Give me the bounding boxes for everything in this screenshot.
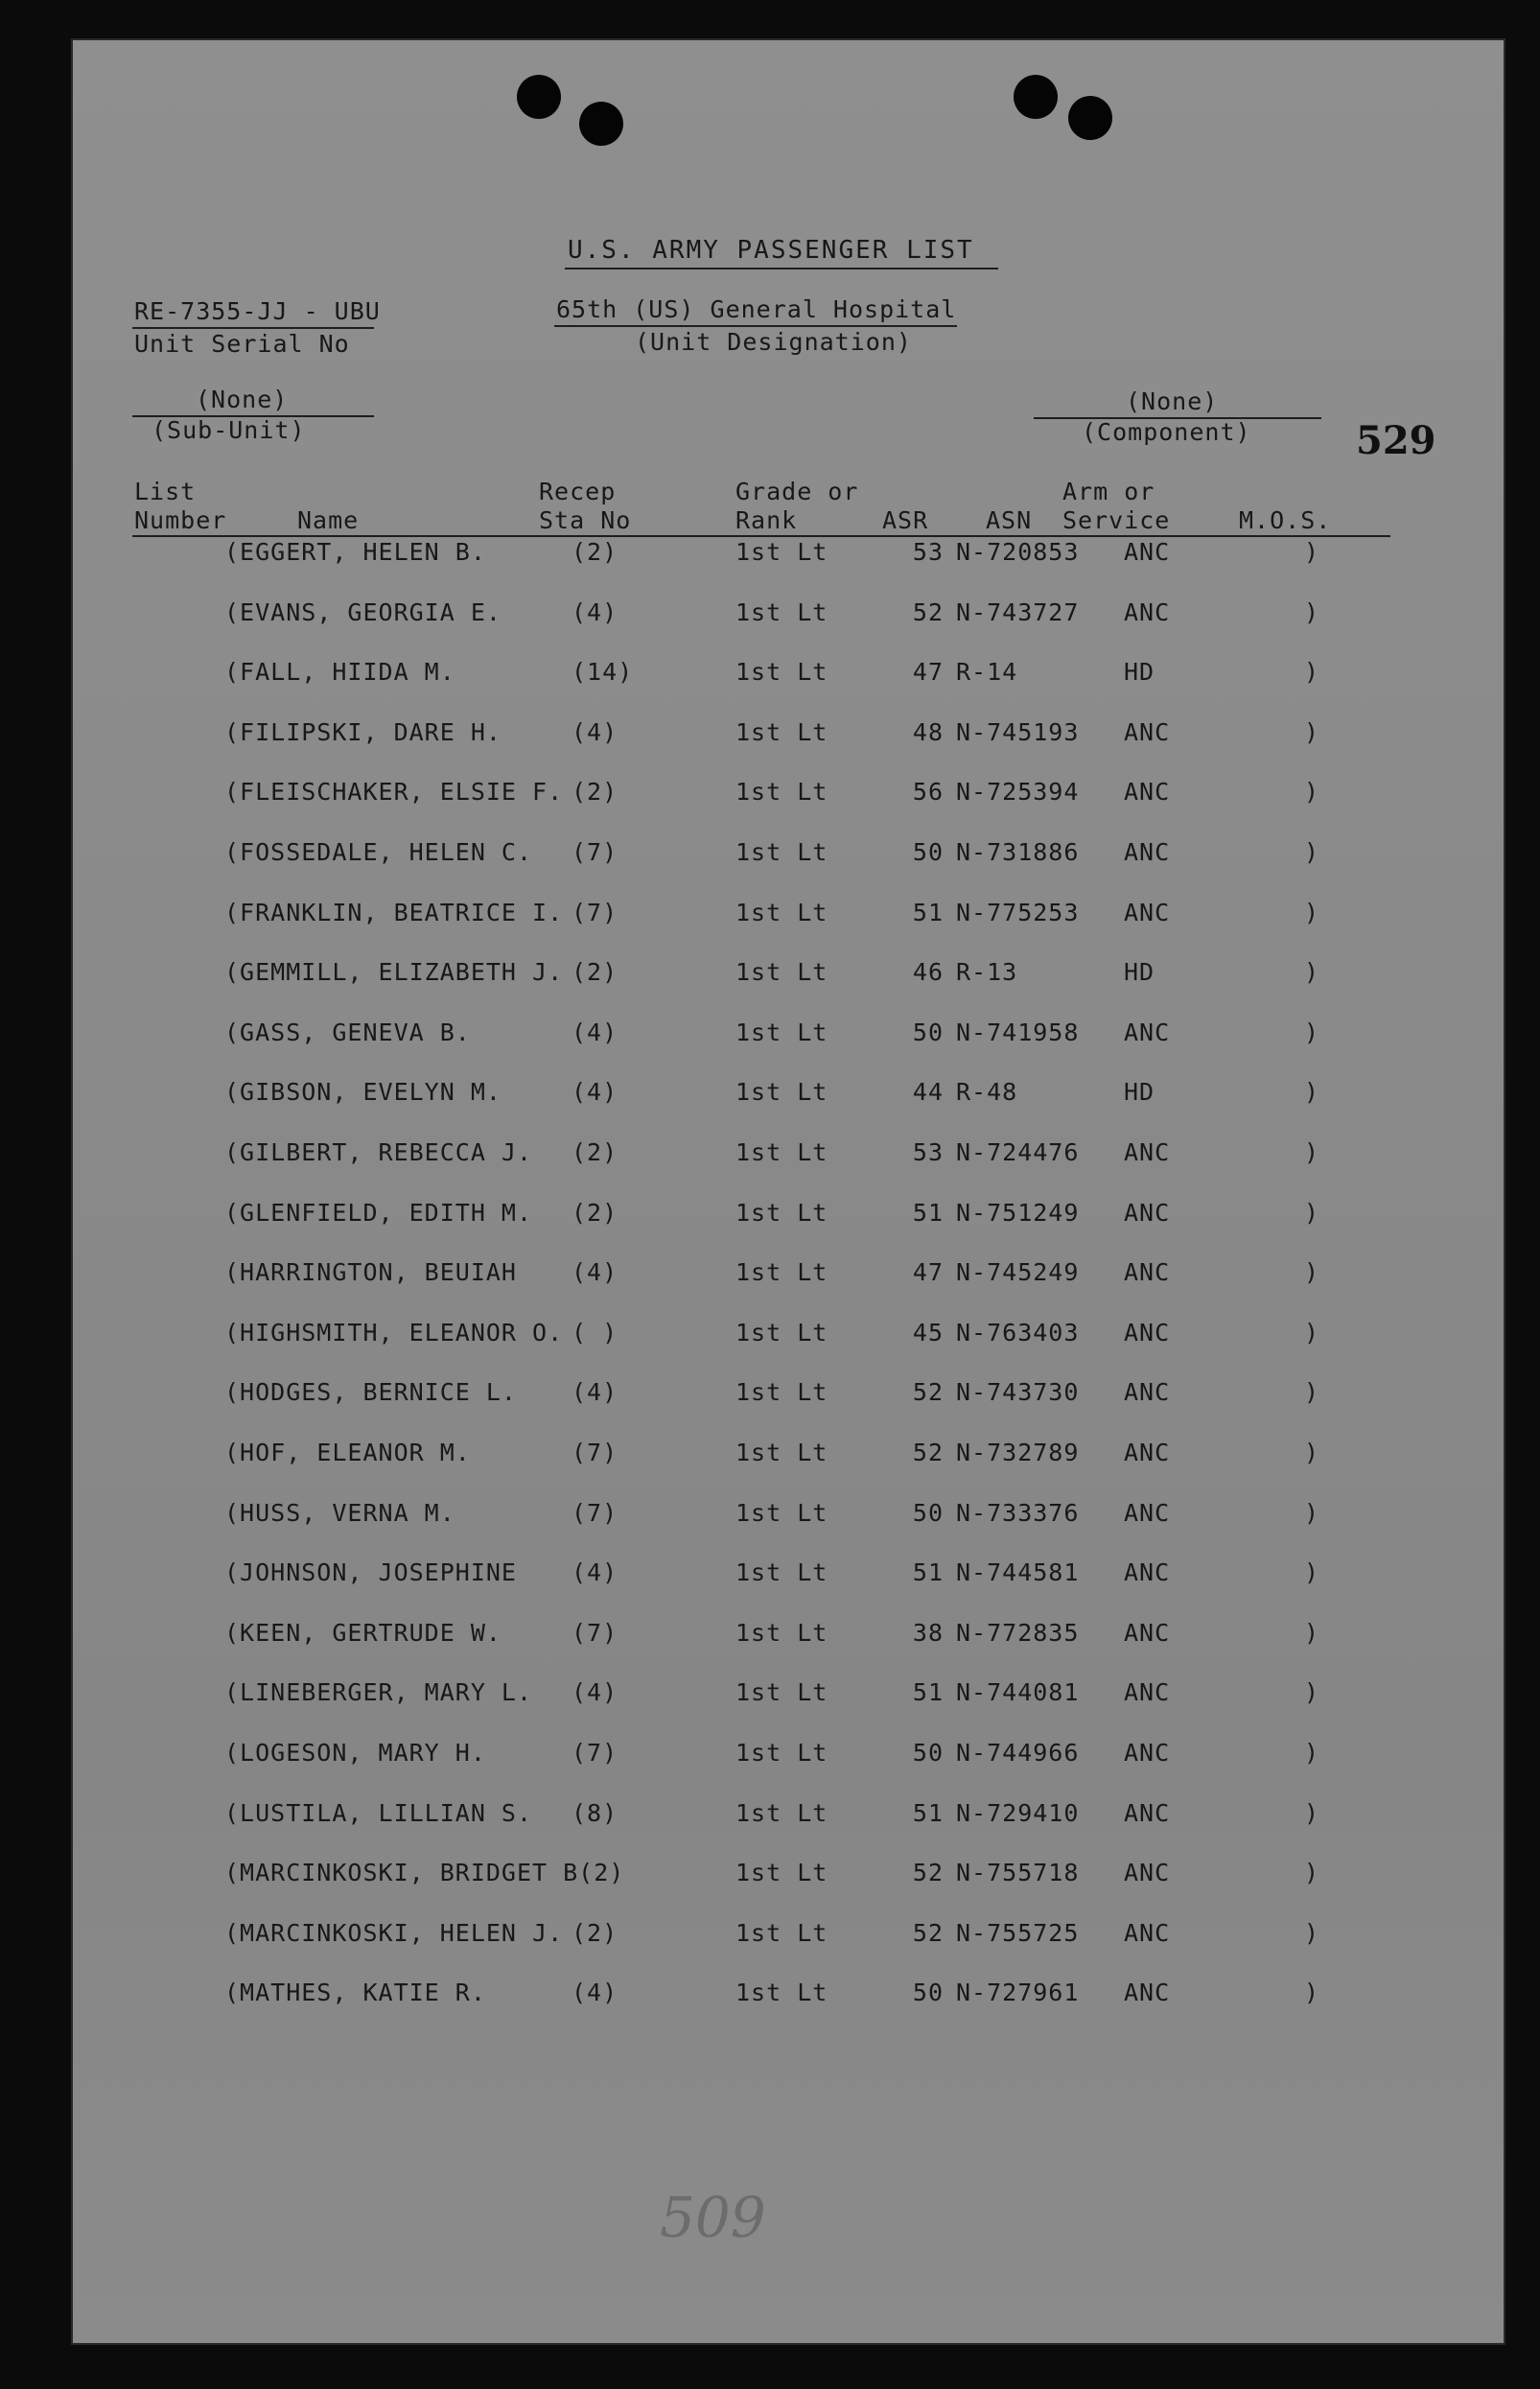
table-row	[71, 598, 1505, 637]
row-bracket: )	[1304, 1138, 1320, 1166]
row-bracket: )	[1304, 1018, 1320, 1046]
asn-number: N-729410	[956, 1798, 1080, 1827]
asr-score: 50	[912, 1739, 944, 1767]
passenger-name: (MATHES, KATIE R.	[224, 1979, 486, 2007]
passenger-name: (LOGESON, MARY H.	[224, 1739, 486, 1767]
row-bracket: )	[1304, 1318, 1320, 1347]
arm-service: ANC	[1124, 1258, 1171, 1287]
row-bracket: )	[1304, 717, 1320, 746]
asn-number: N-763403	[956, 1318, 1080, 1347]
row-bracket: )	[1304, 597, 1320, 626]
document-title: U.S. ARMY PASSENGER LIST	[568, 236, 974, 265]
arm-service: ANC	[1124, 717, 1171, 746]
table-row	[71, 778, 1505, 816]
asn-number: N-744081	[956, 1678, 1080, 1707]
asr-score: 52	[912, 1378, 944, 1407]
asn-number: N-741958	[956, 1018, 1080, 1046]
row-bracket: )	[1304, 898, 1320, 926]
table-row	[71, 1258, 1505, 1297]
passenger-name: (HODGES, BERNICE L.	[224, 1378, 517, 1407]
asr-score: 53	[912, 1138, 944, 1166]
passenger-name: (KEEN, GERTRUDE W.	[224, 1618, 502, 1647]
arm-service: ANC	[1124, 1498, 1171, 1527]
arm-service: ANC	[1124, 1859, 1171, 1887]
row-bracket: )	[1304, 778, 1320, 807]
asr-score: 46	[912, 958, 944, 987]
table-row	[71, 1199, 1505, 1237]
asn-number: N-772835	[956, 1618, 1080, 1647]
arm-service: ANC	[1124, 1918, 1171, 1947]
passenger-name: (GIBSON, EVELYN M.	[224, 1078, 502, 1107]
asr-score: 44	[912, 1078, 944, 1107]
table-row	[71, 538, 1505, 576]
row-bracket: )	[1304, 1558, 1320, 1587]
component: (None)	[1126, 387, 1219, 415]
asn-number: N-733376	[956, 1498, 1080, 1527]
header-underline	[132, 535, 1390, 537]
row-bracket: )	[1304, 1798, 1320, 1827]
asn-number: N-755725	[956, 1918, 1080, 1947]
asr-score: 51	[912, 1198, 944, 1227]
table-row	[71, 1558, 1505, 1597]
grade-rank: 1st Lt	[735, 958, 828, 987]
grade-rank: 1st Lt	[735, 1439, 828, 1466]
grade-rank: 1st Lt	[735, 1798, 828, 1827]
asn-number: N-745249	[956, 1258, 1080, 1287]
passenger-name: (HUSS, VERNA M.	[224, 1498, 455, 1527]
asr-score: 52	[912, 1918, 944, 1947]
grade-rank: 1st Lt	[735, 1979, 828, 2007]
table-row	[71, 1979, 1505, 2017]
grade-rank: 1st Lt	[735, 778, 828, 807]
arm-service: ANC	[1124, 1618, 1171, 1647]
passenger-name: (HIGHSMITH, ELEANOR O.	[224, 1318, 564, 1347]
table-row	[71, 1138, 1505, 1177]
table-row	[71, 718, 1505, 757]
passenger-name: (GEMMILL, ELIZABETH J.	[224, 958, 564, 987]
row-bracket: )	[1304, 1918, 1320, 1947]
grade-rank: 1st Lt	[735, 1739, 828, 1767]
row-bracket: )	[1304, 1979, 1320, 2007]
asr-score: 53	[912, 538, 944, 566]
passenger-name: (FILIPSKI, DARE H.	[224, 717, 502, 746]
asn-number: N-727961	[956, 1979, 1080, 2007]
unit-serial-no: RE-7355-JJ - UBU	[134, 297, 381, 325]
asn-number: N-732789	[956, 1439, 1080, 1466]
table-row	[71, 1439, 1505, 1477]
asr-score: 38	[912, 1618, 944, 1647]
unit-designation-label: (Unit Designation)	[635, 328, 912, 356]
asr-score: 50	[912, 1979, 944, 2007]
grade-rank: 1st Lt	[735, 1318, 828, 1347]
recep-sta-no: (4)	[572, 1979, 618, 2007]
grade-rank: 1st Lt	[735, 717, 828, 746]
arm-service: ANC	[1124, 1979, 1171, 2007]
row-bracket: )	[1304, 1078, 1320, 1107]
row-bracket: )	[1304, 1378, 1320, 1407]
table-row	[71, 838, 1505, 877]
recep-sta-no: (2)	[572, 1198, 618, 1227]
arm-service: HD	[1124, 958, 1155, 987]
grade-rank: 1st Lt	[735, 1258, 828, 1287]
arm-service: ANC	[1124, 838, 1171, 866]
asn-number: R-48	[956, 1078, 1018, 1107]
grade-rank: 1st Lt	[735, 1138, 828, 1166]
asr-score: 45	[912, 1318, 944, 1347]
passenger-name: (GILBERT, REBECCA J.	[224, 1138, 533, 1166]
recep-sta-no: (4)	[572, 1558, 618, 1587]
col-grade-line1: Grade or	[735, 478, 859, 505]
passenger-name: (EGGERT, HELEN B.	[224, 538, 486, 566]
grade-rank: 1st Lt	[735, 1378, 828, 1407]
asr-score: 47	[912, 1258, 944, 1287]
punch-hole-left-2	[579, 102, 623, 146]
passenger-name: (LUSTILA, LILLIAN S.	[224, 1798, 533, 1827]
arm-service: ANC	[1124, 1138, 1171, 1166]
asn-number: N-720853	[956, 538, 1080, 566]
recep-sta-no: (4)	[572, 717, 618, 746]
table-row	[71, 1319, 1505, 1357]
grade-rank: 1st Lt	[735, 1618, 828, 1647]
col-arm-line1: Arm or	[1062, 478, 1155, 505]
row-bracket: )	[1304, 1618, 1320, 1647]
grade-rank: 1st Lt	[735, 1198, 828, 1227]
grade-rank: 1st Lt	[735, 1018, 828, 1046]
grade-rank: 1st Lt	[735, 538, 828, 566]
recep-sta-no: (7)	[572, 1618, 618, 1647]
asr-score: 52	[912, 597, 944, 626]
asr-score: 51	[912, 898, 944, 926]
passenger-name: (FALL, HIIDA M.	[224, 658, 455, 687]
grade-rank: 1st Lt	[735, 1558, 828, 1587]
table-row	[71, 1019, 1505, 1057]
asr-score: 52	[912, 1439, 944, 1466]
recep-sta-no: (4)	[572, 1678, 618, 1707]
grade-rank: 1st Lt	[735, 658, 828, 687]
asn-number: N-745193	[956, 717, 1080, 746]
grade-rank: 1st Lt	[735, 1498, 828, 1527]
passenger-name: (JOHNSON, JOSEPHINE	[224, 1558, 517, 1587]
unit-designation: 65th (US) General Hospital	[556, 295, 957, 323]
passenger-name: (GASS, GENEVA B.	[224, 1018, 471, 1046]
asn-number: N-725394	[956, 778, 1080, 807]
recep-sta-no: (4)	[572, 1258, 618, 1287]
recep-sta-no: (4)	[572, 597, 618, 626]
passenger-name: (HOF, ELEANOR M.	[224, 1439, 471, 1466]
arm-service: ANC	[1124, 1739, 1171, 1767]
asn-number: N-744966	[956, 1739, 1080, 1767]
recep-sta-no: (14)	[572, 658, 634, 687]
passenger-name: (GLENFIELD, EDITH M.	[224, 1198, 533, 1227]
sub-unit-label: (Sub-Unit)	[152, 416, 306, 444]
table-row	[71, 1859, 1505, 1897]
passenger-name: (HARRINGTON, BEUIAH	[224, 1258, 517, 1287]
recep-sta-no: (7)	[572, 1498, 618, 1527]
asr-score: 51	[912, 1558, 944, 1587]
grade-rank: 1st Lt	[735, 1678, 828, 1707]
recep-sta-no: (2)	[572, 1918, 618, 1947]
asn-number: R-13	[956, 958, 1018, 987]
passenger-name: (FOSSEDALE, HELEN C.	[224, 838, 533, 866]
asr-score: 50	[912, 838, 944, 866]
punch-hole-left-1	[517, 75, 561, 119]
passenger-name: (MARCINKOSKI, HELEN J.	[224, 1918, 564, 1947]
recep-sta-no: (4)	[572, 1018, 618, 1046]
col-recep-line2: Sta No	[539, 506, 632, 534]
recep-sta-no: (8)	[572, 1798, 618, 1827]
table-row	[71, 1739, 1505, 1777]
grade-rank: 1st Lt	[735, 898, 828, 926]
recep-sta-no: (7)	[572, 1439, 618, 1466]
asn-number: N-755718	[956, 1859, 1080, 1887]
asr-score: 47	[912, 658, 944, 687]
table-row	[71, 1378, 1505, 1417]
title-underline	[565, 268, 998, 269]
arm-service: ANC	[1124, 898, 1171, 926]
document-page	[71, 38, 1505, 2345]
row-bracket: )	[1304, 838, 1320, 866]
arm-service: ANC	[1124, 1318, 1171, 1347]
row-bracket: )	[1304, 1258, 1320, 1287]
table-row	[71, 1678, 1505, 1717]
component-label: (Component)	[1082, 418, 1251, 446]
row-bracket: )	[1304, 538, 1320, 566]
col-mos: M.O.S.	[1239, 506, 1332, 534]
handwritten-number: 509	[660, 2185, 766, 2250]
row-bracket: )	[1304, 1678, 1320, 1707]
recep-sta-no: (2)	[572, 958, 618, 987]
unit-serial-underline	[132, 327, 374, 329]
asr-score: 56	[912, 778, 944, 807]
col-asn: ASN	[986, 506, 1033, 534]
recep-sta-no: ( )	[572, 1318, 618, 1347]
asn-number: N-743727	[956, 597, 1080, 626]
passenger-name: (LINEBERGER, MARY L.	[224, 1678, 533, 1707]
row-bracket: )	[1304, 1498, 1320, 1527]
arm-service: HD	[1124, 1078, 1155, 1107]
grade-rank: 1st Lt	[735, 838, 828, 866]
arm-service: ANC	[1124, 1678, 1171, 1707]
row-bracket: )	[1304, 1859, 1320, 1887]
asn-number: N-775253	[956, 898, 1080, 926]
asn-number: R-14	[956, 658, 1018, 687]
unit-designation-underline	[554, 325, 957, 327]
arm-service: ANC	[1124, 1198, 1171, 1227]
arm-service: HD	[1124, 658, 1155, 687]
passenger-name: (FRANKLIN, BEATRICE I.	[224, 898, 564, 926]
grade-rank: 1st Lt	[735, 1918, 828, 1947]
col-recep-line1: Recep	[539, 478, 617, 505]
asn-number: N-751249	[956, 1198, 1080, 1227]
col-list-number-line1: List	[134, 478, 197, 505]
col-arm-line2: Service	[1062, 506, 1171, 534]
table-row	[71, 1619, 1505, 1657]
col-grade-line2: Rank	[735, 506, 798, 534]
asr-score: 51	[912, 1678, 944, 1707]
recep-sta-no: (7)	[572, 898, 618, 926]
passenger-name: (FLEISCHAKER, ELSIE F.	[224, 778, 564, 807]
table-row	[71, 899, 1505, 937]
recep-sta-no: (4)	[572, 1078, 618, 1107]
table-row	[71, 1499, 1505, 1537]
recep-sta-no: (7)	[572, 838, 618, 866]
row-bracket: )	[1304, 658, 1320, 687]
table-row	[71, 1919, 1505, 1957]
asr-score: 51	[912, 1798, 944, 1827]
punch-hole-right-2	[1068, 96, 1112, 140]
punch-hole-right-1	[1014, 75, 1058, 119]
table-row	[71, 958, 1505, 996]
asr-score: 50	[912, 1018, 944, 1046]
asn-number: N-743730	[956, 1378, 1080, 1407]
page-number-stamp: 529	[1356, 418, 1436, 463]
arm-service: ANC	[1124, 597, 1171, 626]
passenger-name: (MARCINKOSKI, BRIDGET B(2)	[224, 1859, 625, 1887]
recep-sta-no: (7)	[572, 1739, 618, 1767]
grade-rank: 1st Lt	[735, 1078, 828, 1107]
recep-sta-no: (2)	[572, 538, 618, 566]
row-bracket: )	[1304, 1739, 1320, 1767]
arm-service: ANC	[1124, 1439, 1171, 1466]
col-asr: ASR	[882, 506, 929, 534]
arm-service: ANC	[1124, 538, 1171, 566]
asr-score: 50	[912, 1498, 944, 1527]
row-bracket: )	[1304, 1198, 1320, 1227]
grade-rank: 1st Lt	[735, 1859, 828, 1887]
col-list-number-line2: Number	[134, 506, 227, 534]
arm-service: ANC	[1124, 1018, 1171, 1046]
asn-number: N-744581	[956, 1558, 1080, 1587]
arm-service: ANC	[1124, 1378, 1171, 1407]
arm-service: ANC	[1124, 778, 1171, 807]
col-name: Name	[297, 506, 360, 534]
row-bracket: )	[1304, 1439, 1320, 1466]
asn-number: N-724476	[956, 1138, 1080, 1166]
asr-score: 52	[912, 1859, 944, 1887]
asn-number: N-731886	[956, 838, 1080, 866]
table-row	[71, 1799, 1505, 1838]
table-row	[71, 658, 1505, 696]
recep-sta-no: (2)	[572, 1138, 618, 1166]
table-row	[71, 1078, 1505, 1116]
recep-sta-no: (4)	[572, 1378, 618, 1407]
row-bracket: )	[1304, 958, 1320, 987]
recep-sta-no: (2)	[572, 778, 618, 807]
arm-service: ANC	[1124, 1798, 1171, 1827]
grade-rank: 1st Lt	[735, 597, 828, 626]
arm-service: ANC	[1124, 1558, 1171, 1587]
unit-serial-label: Unit Serial No	[134, 330, 350, 358]
asr-score: 48	[912, 717, 944, 746]
passenger-name: (EVANS, GEORGIA E.	[224, 597, 502, 626]
sub-unit: (None)	[196, 386, 289, 413]
